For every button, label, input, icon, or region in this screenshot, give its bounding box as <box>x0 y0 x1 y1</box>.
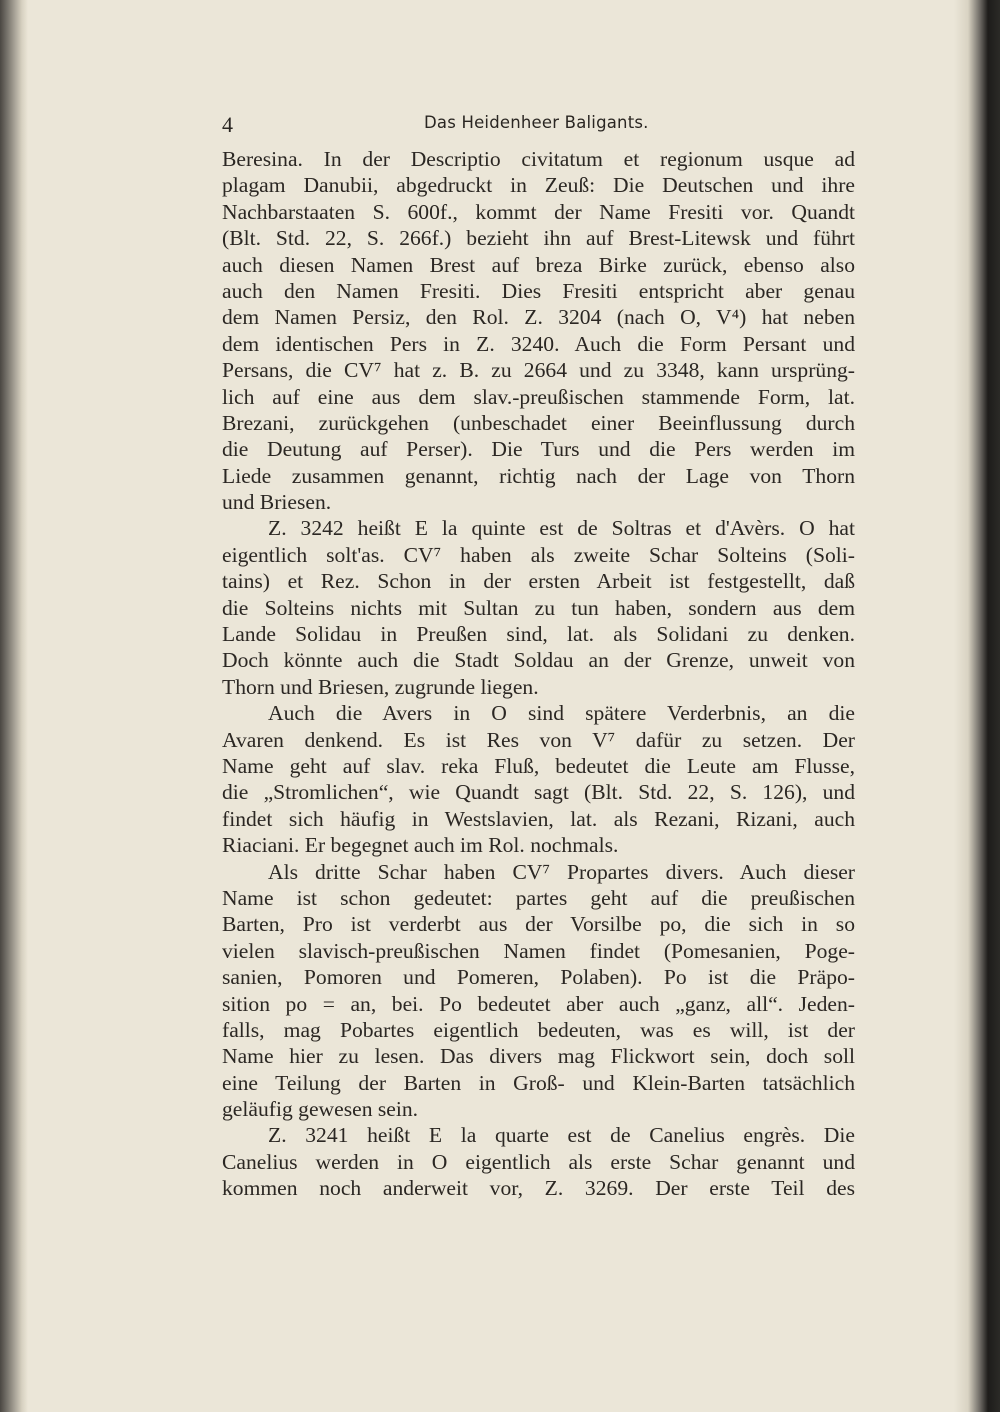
text-line: Name geht auf slav. reka Fluß, bedeutet die Leute am Flusse, <box>222 753 855 778</box>
text-line: und Briesen. <box>222 490 332 515</box>
text-line: Als dritte Schar haben CV⁷ Propartes divers. Auch dieser <box>268 859 855 884</box>
text-line: Z. 3241 heißt E la quarte est de Canelius engrès. Die <box>268 1123 855 1148</box>
text-line: sition po = an, bei. Po bedeutet aber auch „ganz, all“. Jeden- <box>222 991 855 1016</box>
page-gutter-shadow <box>0 0 28 1412</box>
text-line: Liede zusammen genannt, richtig nach der Lage von Thorn <box>222 463 855 488</box>
text-line: Name ist schon gedeutet: partes geht auf die preußischen <box>222 885 855 910</box>
text-line: Beresina. In der Descriptio civitatum et regionum usque ad <box>222 147 855 171</box>
text-line: falls, mag Pobartes eigentlich bedeuten, was es will, ist der <box>222 1017 855 1042</box>
text-line: Doch könnte auch die Stadt Soldau an der Grenze, unweit von <box>222 648 855 673</box>
text-line: auch den Namen Fresiti. Dies Fresiti entspricht aber genau <box>222 278 855 303</box>
text-line: plagam Danubii, abgedruckt in Zeuß: Die Deutschen und ihre <box>222 173 855 198</box>
running-title: Das Heidenheer Baligants. <box>424 113 649 132</box>
text-line: (Blt. Std. 22, S. 266f.) bezieht ihn auf Brest-Litewsk und führt <box>222 226 855 251</box>
text-line: lich auf eine aus dem slav.-preußischen stammende Form, lat. <box>222 384 855 409</box>
page-number: 4 <box>222 112 233 137</box>
text-line: Barten, Pro ist verderbt aus der Vorsilbe po, die sich in so <box>222 912 855 937</box>
body-text <box>222 146 855 1202</box>
text-line: findet sich häufig in Westslavien, lat. als Rezani, Rizani, auch <box>222 806 855 831</box>
text-line: Canelius werden in O eigentlich als erste Schar genannt und <box>222 1149 855 1174</box>
text-line: Brezani, zurückgehen (unbeschadet einer Beeinflussung durch <box>222 410 855 435</box>
text-line: Z. 3242 heißt E la quinte est de Soltras et d'Avèrs. O hat <box>268 516 855 541</box>
text-line: auch diesen Namen Brest auf breza Birke zurück, ebenso also <box>222 252 855 277</box>
text-line: die „Stromlichen“, wie Quandt sagt (Blt. Std. 22, S. 126), und <box>222 780 855 805</box>
text-line: sanien, Pomoren und Pomeren, Polaben). Po ist die Präpo- <box>222 965 855 990</box>
text-line: eigentlich solt'as. CV⁷ haben als zweite Schar Solteins (Soli- <box>222 542 855 567</box>
text-line: eine Teilung der Barten in Groß- und Klein-Barten tatsächlich <box>222 1070 855 1095</box>
text-line: Nachbarstaaten S. 600f., kommt der Name Fresiti vor. Quandt <box>222 199 855 224</box>
text-line: Thorn und Briesen, zugrunde liegen. <box>222 674 539 699</box>
text-line: dem identischen Pers in Z. 3240. Auch die Form Persant und <box>222 331 855 356</box>
text-line: die Solteins nichts mit Sultan zu tun haben, sondern aus dem <box>222 595 855 620</box>
text-line: kommen noch anderweit vor, Z. 3269. Der erste Teil des <box>222 1176 855 1201</box>
text-line: vielen slavisch-preußischen Namen findet (Pomesanien, Poge- <box>222 938 855 963</box>
text-line: geläufig gewesen sein. <box>222 1097 419 1122</box>
text-line: Avaren denkend. Es ist Res von V⁷ dafür zu setzen. Der <box>222 727 855 752</box>
text-line: tains) et Rez. Schon in der ersten Arbeit ist festgestellt, daß <box>222 569 855 594</box>
text-line: Persans, die CV⁷ hat z. B. zu 2664 und zu 3348, kann ursprüng- <box>222 358 855 383</box>
text-line: dem Namen Persiz, den Rol. Z. 3204 (nach O, V⁴) hat neben <box>222 305 855 330</box>
text-line: die Deutung auf Perser). Die Turs und die Pers werden im <box>222 437 855 462</box>
text-line: Riaciani. Er begegnet auch im Rol. nochmals. <box>222 833 619 858</box>
page-edge-shadow <box>954 0 1000 1412</box>
text-line: Auch die Avers in O sind spätere Verderbnis, an die <box>268 701 855 726</box>
text-line: Lande Solidau in Preußen sind, lat. als Solidani zu denken. <box>222 622 855 647</box>
text-line: Name hier zu lesen. Das divers mag Flickwort sein, doch soll <box>222 1044 855 1069</box>
